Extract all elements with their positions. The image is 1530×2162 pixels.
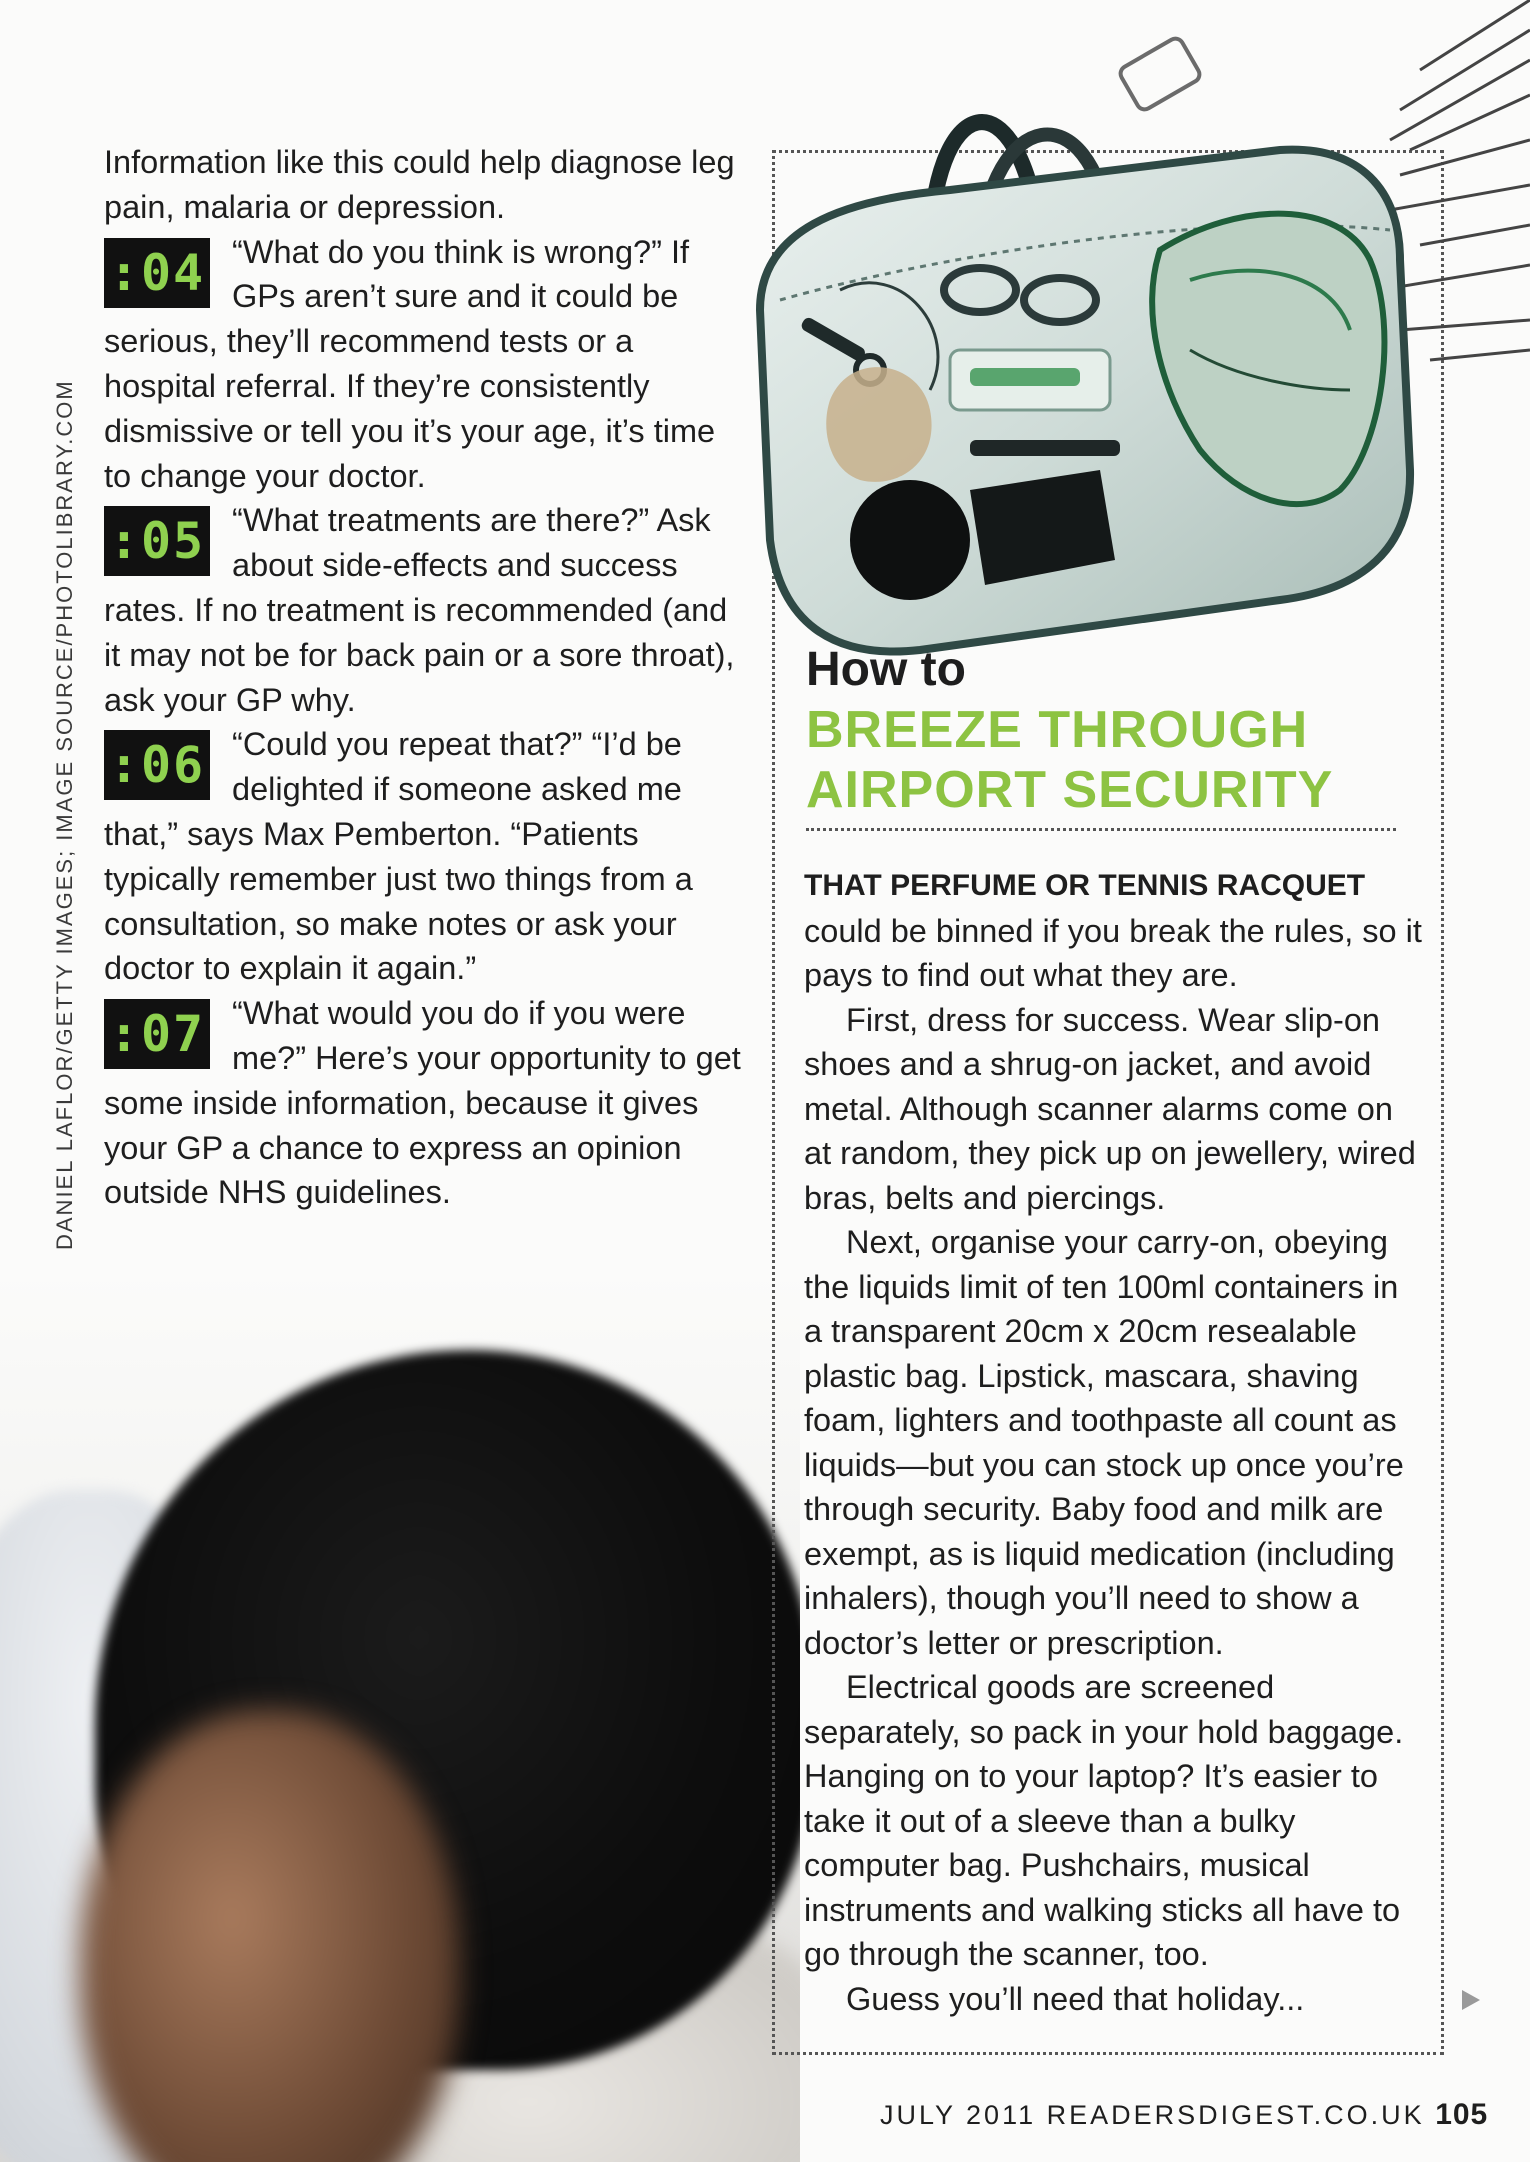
xray-bag-image bbox=[720, 30, 1420, 660]
tip-04-text: “What do you think is wrong?” If GPs aren’t sure and it could be serious, they’ll recommend tests or a hospital referral. If they’re consistently dismissive or tell you it’s your age, it’s time to change your doctor. bbox=[104, 233, 716, 494]
sidebar-paragraph-1: could be binned if you break the rules, so it pays to find out what they are. bbox=[804, 912, 1422, 993]
footer-date: JULY 2011 bbox=[880, 2100, 1037, 2130]
sidebar-paragraph-2: First, dress for success. Wear slip-on shoes and a shrug-on jacket, and avoid metal. Although scanner alarms come on at random, they pick up on jewellery, wired bras, belts and piercings. bbox=[804, 1001, 1416, 1216]
continue-arrow-icon bbox=[1462, 1990, 1480, 2010]
tip-07-text: “What would you do if you were me?” Here’s your opportunity to get some inside information, because it gives your GP a chance to express an opinion outside NHS guidelines. bbox=[104, 995, 741, 1211]
timer-05-icon: :05 bbox=[104, 506, 210, 576]
tip-05 bbox=[104, 498, 744, 722]
tip-04 bbox=[104, 230, 744, 499]
tip-07 bbox=[104, 991, 744, 1215]
heading-divider bbox=[806, 828, 1396, 831]
timer-06-icon: :06 bbox=[104, 730, 210, 800]
sidebar-paragraph-4: Electrical goods are screened separately, so pack in your hold baggage. Hanging on to your laptop? It’s easier to take it out of a sleeve than a bulky computer bag. Pushchairs, musical instruments and walking sticks all have to go through the scanner, too. bbox=[804, 1669, 1404, 1972]
footer-site: READERSDIGEST.CO.UK bbox=[1046, 2100, 1425, 2130]
heading-line-1: BREEZE THROUGH bbox=[806, 701, 1309, 759]
photo-credit: DANIEL LAFLOR/GETTY IMAGES; IMAGE SOURCE/PHOTOLIBRARY.COM bbox=[52, 379, 77, 1250]
sidebar-body bbox=[804, 864, 1424, 2021]
sidebar-heading bbox=[806, 640, 1426, 820]
heading-how-to: How to bbox=[806, 643, 966, 696]
timer-04-icon: :04 bbox=[104, 238, 210, 308]
tip-05-text: “What treatments are there?” Ask about side-effects and success rates. If no treatment is recommended (and it may not be for back pain or a sore throat), ask your GP why. bbox=[104, 502, 735, 718]
left-column bbox=[104, 140, 744, 1215]
sidebar-paragraph-3: Next, organise your carry-on, obeying the liquids limit of ten 100ml containers in a transparent 20cm x 20cm resealable plastic bag. Lipstick, mascara, shaving foam, lighters and toothpaste all count as liquids—but you can stock up once you’re through security. Baby food and milk are exempt, as is liquid medication (including inhalers), though you’ll need to show a doctor’s letter or prescription. bbox=[804, 1224, 1404, 1661]
timer-07-icon: :07 bbox=[104, 999, 210, 1069]
tip-06 bbox=[104, 722, 744, 991]
intro-paragraph: Information like this could help diagnose leg pain, malaria or depression. bbox=[104, 144, 735, 225]
tip-06-text: “Could you repeat that?” “I’d be delighted if someone asked me that,” says Max Pemberton. “Patients typically remember just two things from a consultation, so make notes or ask your doctor to explain it again.” bbox=[104, 726, 693, 987]
woman-photo bbox=[0, 1270, 800, 2162]
page-footer bbox=[880, 2098, 1488, 2132]
woman-face bbox=[80, 1710, 460, 2162]
sidebar-lead: THAT PERFUME OR TENNIS RACQUET bbox=[804, 869, 1366, 902]
sidebar-paragraph-5: Guess you’ll need that holiday... bbox=[846, 1980, 1305, 2017]
heading-line-2: AIRPORT SECURITY bbox=[806, 761, 1334, 819]
page-number: 105 bbox=[1435, 2098, 1489, 2131]
